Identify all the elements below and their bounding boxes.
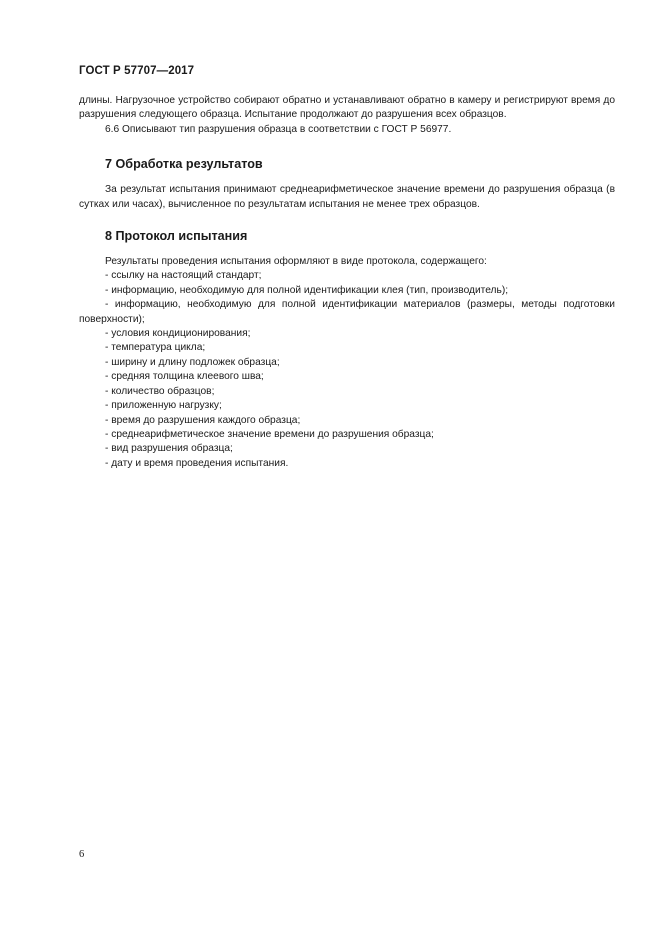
list-item: - температура цикла; — [105, 342, 206, 354]
list-item: - дату и время проведения испытания. — [105, 457, 289, 469]
continuation-paragraph: длины. Нагрузочное устройство собирают обратно и устанавливают обратно в камеру и регистрируют время до разрушения следующего образца. Испытание продолжают до разрушения всех образцов. — [79, 95, 615, 121]
list-item: - информацию, необходимую для полной идентификации клея (тип, производитель); — [105, 284, 509, 296]
section-8-title: 8 Протокол испытания — [105, 229, 248, 244]
page-number: 6 — [79, 849, 85, 860]
list-item: - среднеарифметическое значение времени до разрушения образца; — [105, 428, 434, 440]
paragraph-6-6: 6.6 Описывают тип разрушения образца в соответствии с ГОСТ Р 56977. — [105, 123, 452, 135]
list-item: - ссылку на настоящий стандарт; — [105, 270, 262, 282]
document-standard-code: ГОСТ Р 57707—2017 — [79, 65, 195, 77]
document-body — [79, 94, 615, 471]
section-7-title: 7 Обработка результатов — [105, 157, 263, 172]
list-item: - средняя толщина клеевого шва; — [105, 371, 264, 383]
list-item: - время до разрушения каждого образца; — [105, 414, 301, 426]
list-item: - приложенную нагрузку; — [105, 400, 222, 412]
section-8-intro: Результаты проведения испытания оформляют в виде протокола, содержащего: — [105, 256, 487, 268]
list-item: - вид разрушения образца; — [105, 443, 233, 455]
protocol-contents-list — [79, 269, 615, 471]
section-7-text: За результат испытания принимают среднеарифметическое значение времени до разрушения образца (в сутках или часах), вычисленное по результатам испытания не менее трех образцов. — [79, 184, 615, 210]
list-item: - условия кондиционирования; — [105, 328, 251, 340]
list-item: - информацию, необходимую для полной идентификации материалов (размеры, методы подготовки поверхности); — [79, 299, 615, 325]
list-item: - количество образцов; — [105, 385, 215, 397]
list-item: - ширину и длину подложек образца; — [105, 356, 280, 368]
